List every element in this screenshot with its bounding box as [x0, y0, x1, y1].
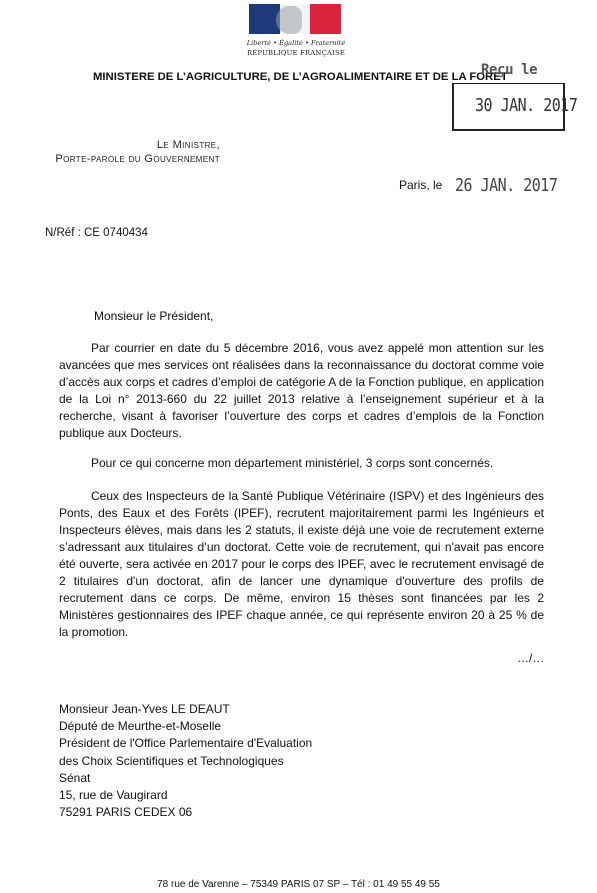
letter-date: 26 JAN. 2017: [455, 174, 558, 196]
addressee-block: [59, 701, 312, 821]
reference-number: N/Réf : CE 0740434: [45, 227, 148, 239]
addressee-line: des Choix Scientifiques et Technologiques: [59, 753, 284, 768]
footer-address: 78 rue de Varenne – 75349 PARIS 07 SP – Tél : 01 49 55 49 55: [157, 879, 440, 890]
place-label: Paris, le: [399, 178, 443, 192]
addressee-line: 15, rue de Vaugirard: [59, 788, 168, 803]
minister-title: [13, 138, 220, 166]
ministry-name: MINISTERE DE L’AGRICULTURE, DE L’AGROALIMENTAIRE ET DE LA FORET: [93, 71, 508, 83]
addressee-line: 75291 PARIS CEDEX 06: [59, 805, 193, 820]
addressee-line: Monsieur Jean-Yves LE DEAUT: [59, 702, 230, 716]
greeting: Monsieur le Président,: [94, 309, 214, 323]
body-paragraph-1: Par courrier en date du 5 décembre 2016, vous avez appelé mon attention sur les avancées que mes services ont réalisées dans la reconnaissance du doctorat comme voie d’accès aux corps et cadres d’emploi de catégorie A de la Fonction publique, en application de la Loi n° 2013-660 du 22 juillet 2013 relative à l’enseignement supérieur et à la recherche, visant à favoriser l’ouverture des corps et cadres d’emplois de la Fonction publique aux Docteurs.: [59, 341, 544, 440]
minister-title-line2: Porte-parole du Gouvernement: [55, 153, 220, 165]
received-stamp-label: Reçu le: [481, 62, 538, 78]
addressee-line: Président de l'Office Parlementaire d'Evaluation: [59, 736, 313, 751]
received-stamp-date: 30 JAN. 2017: [475, 94, 578, 116]
minister-title-line1: Le Ministre,: [156, 139, 220, 151]
addressee-line: Sénat: [59, 770, 91, 785]
republic-name: RÉPUBLIQUE FRANÇAISE: [247, 49, 345, 57]
body-paragraph-3: Ceux des Inspecteurs de la Santé Publique Vétérinaire (ISPV) et des Ingénieurs des Ponts, des Eaux et des Forêts (IPEF), recrutent majoritairement parmi les Ingénieurs et Inspecteurs élèves, mais dans les 2 statuts, il existe déjà une voie de recrutement externe s’adressant aux titulaires d’un doctorat. Cette voie de recrutement, qui n'avait pas encore été ouverte, sera activée en 2017 pour le corps des IPEF, avec le recrutement envisagé de 2 titulaires d'un doctorat, afin de lancer une dynamique d'ouverture des profils de recrutement dans ce corps. De même, environ 15 thèses sont financées par les 2 Ministères gestionnaires des IPEF chaque année, ce qui représente environ 20 à 25 % de la promotion.: [59, 489, 544, 639]
continuation-mark: …/…: [517, 651, 545, 665]
republic-motto: Liberté • Égalité • Fraternité: [246, 39, 346, 47]
marianne-logo: [249, 4, 341, 34]
addressee-line: Député de Meurthe-et-Moselle: [59, 719, 222, 734]
body-paragraph-2: Pour ce qui concerne mon département ministériel, 3 corps sont concernés.: [91, 456, 494, 470]
